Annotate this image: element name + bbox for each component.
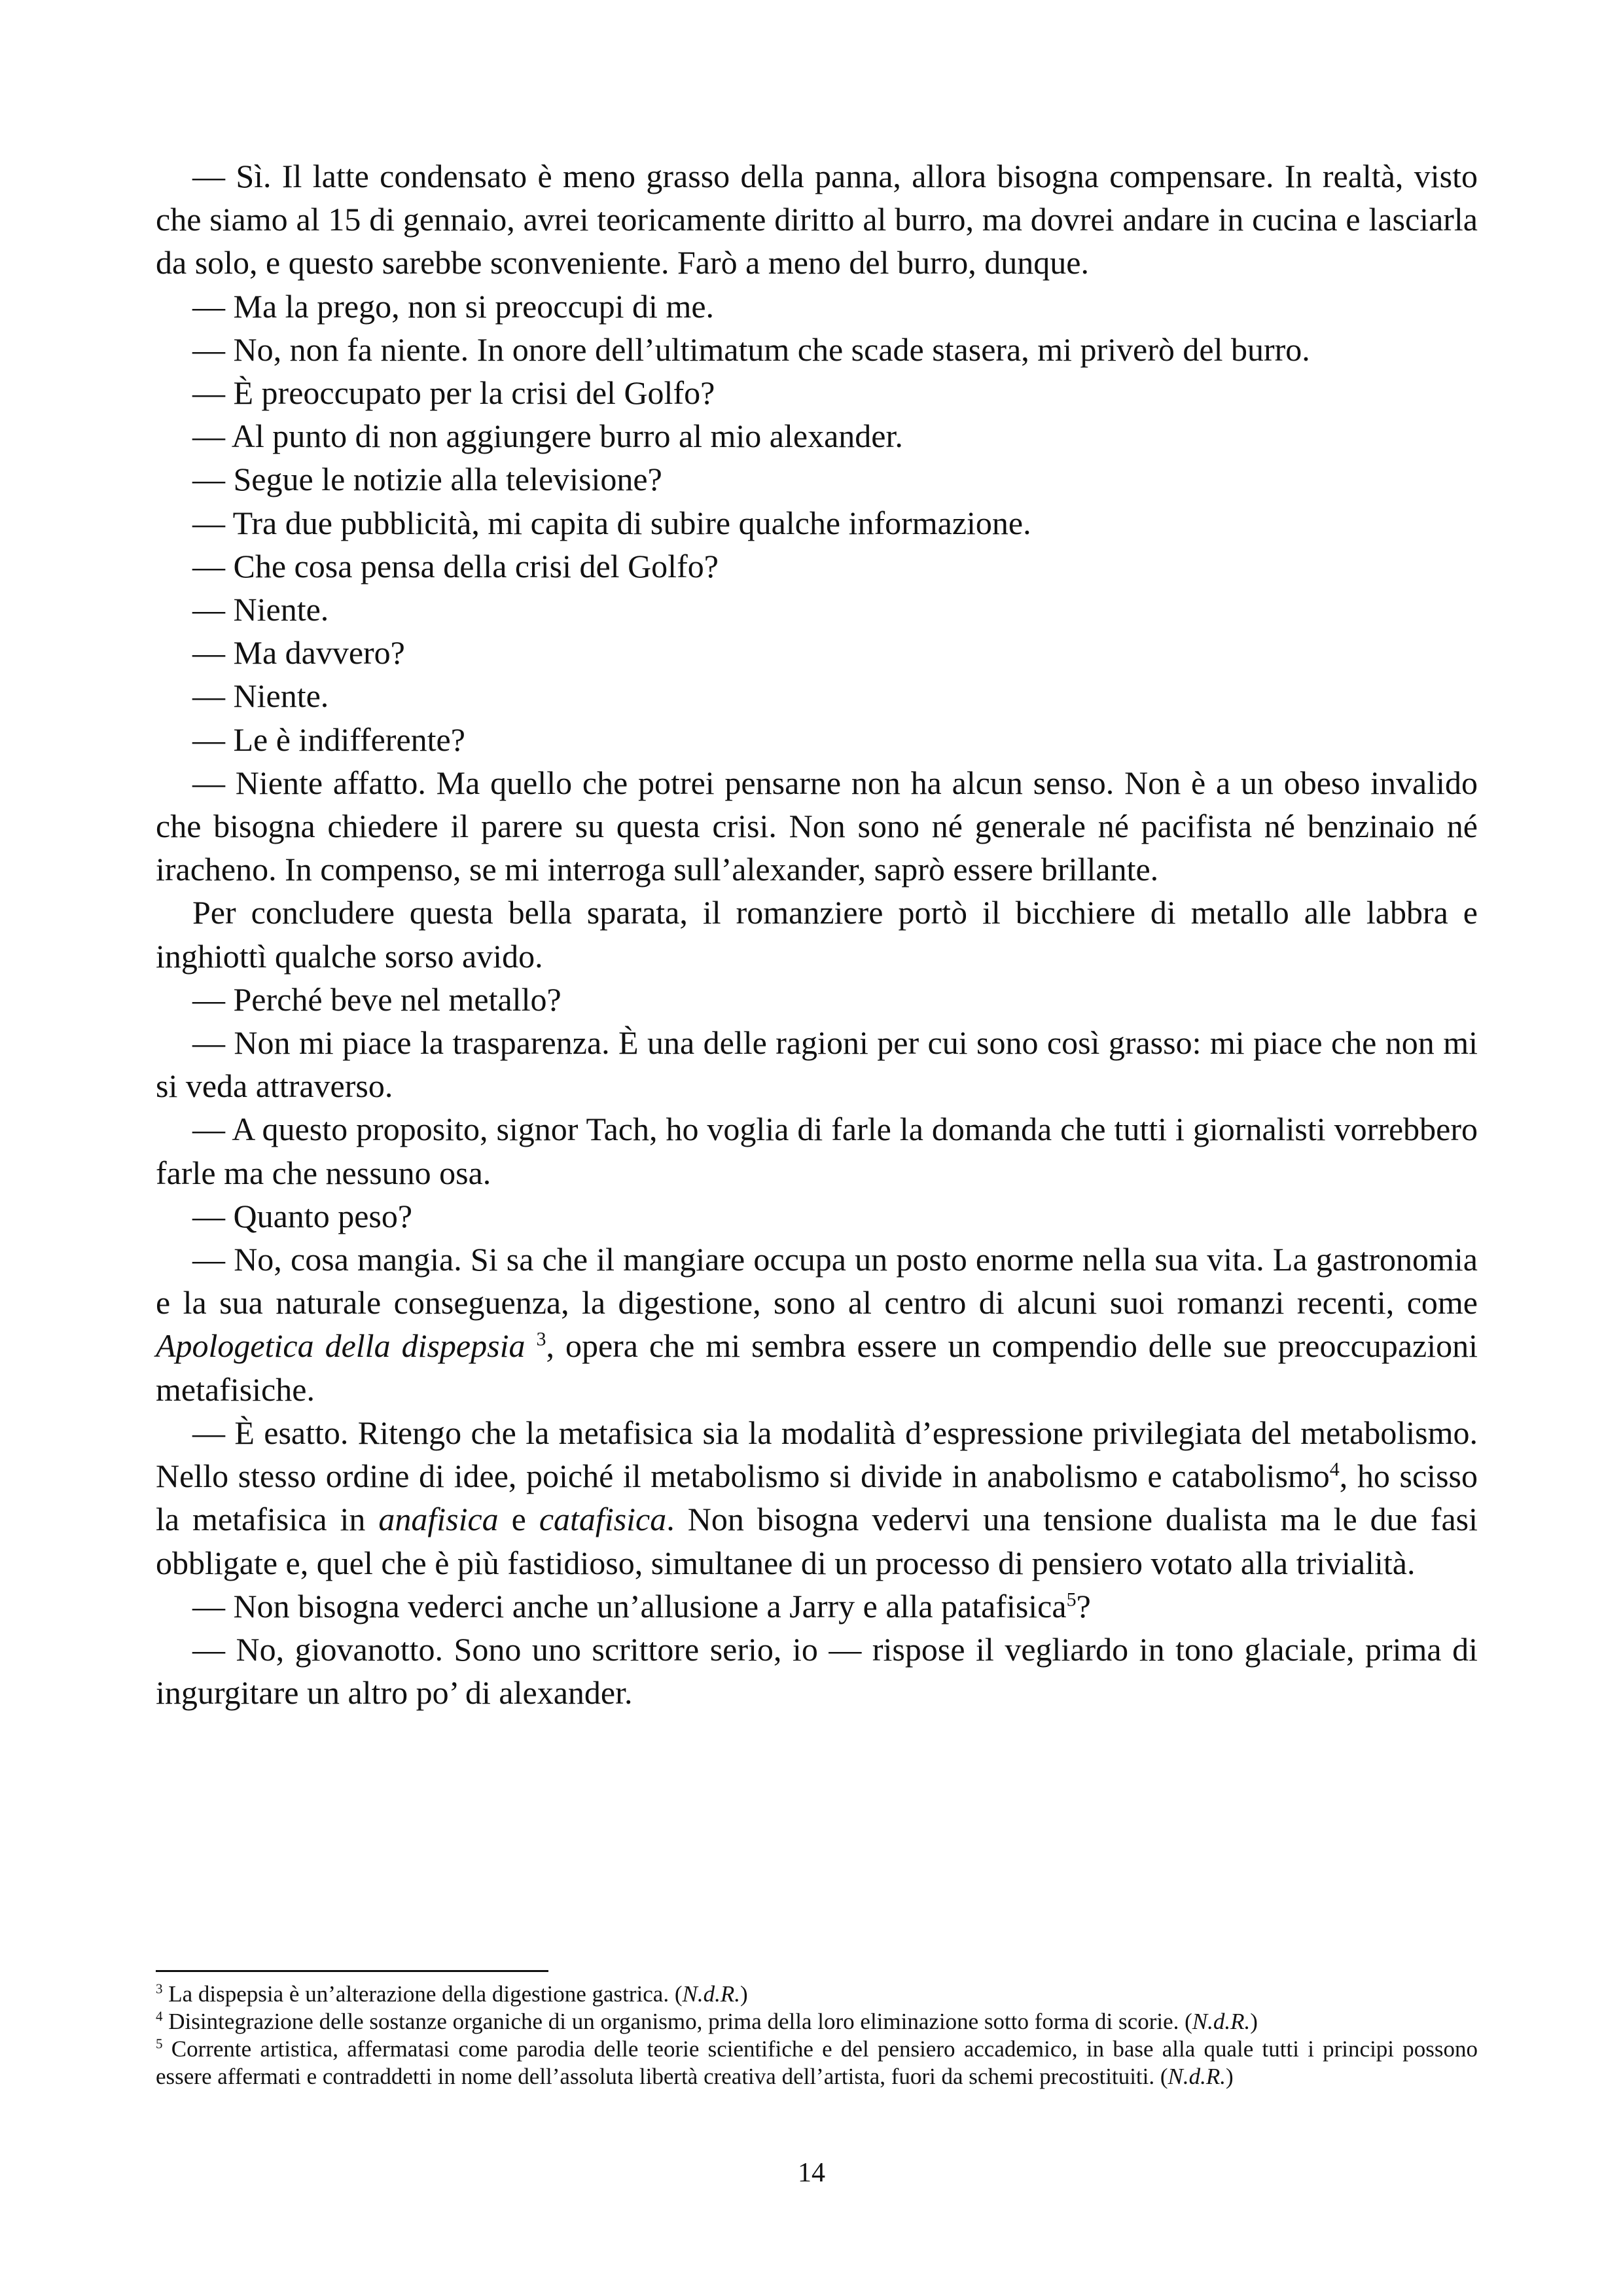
paragraph: — Perché beve nel metallo? bbox=[192, 980, 562, 1018]
body-text bbox=[156, 154, 1478, 1714]
text-run: , opera che mi sembra essere un compendio delle sue preoccupazioni metafisiche. bbox=[156, 1327, 1478, 1408]
paragraph: — Al punto di non aggiungere burro al mio alexander. bbox=[192, 418, 903, 455]
paragraph: — Niente. bbox=[192, 677, 329, 715]
footnote-separator bbox=[156, 1970, 548, 1972]
text-run: e bbox=[498, 1501, 539, 1538]
footnote-ref[interactable]: 3 bbox=[536, 1328, 546, 1350]
footnote-number: 4 bbox=[156, 2008, 163, 2024]
footnote-end: ) bbox=[1226, 2064, 1234, 2089]
paragraph: — No, giovanotto. Sono uno scrittore serio, io — rispose il vegliardo in tono glaciale, prima di ingurgitare un altro po’ di alexander. bbox=[156, 1630, 1478, 1712]
paragraph: — Che cosa pensa della crisi del Golfo? bbox=[192, 547, 719, 584]
italic-term: anafisica bbox=[378, 1501, 499, 1538]
footnote-number: 5 bbox=[156, 2036, 163, 2052]
book-title: Apologetica della dispepsia bbox=[156, 1327, 526, 1365]
paragraph: — Ma la prego, non si preoccupi di me. bbox=[192, 287, 715, 325]
text-run: — Non bisogna vederci anche un’allusione a Jarry e alla patafisica bbox=[192, 1587, 1067, 1624]
paragraph: — No, non fa niente. In onore dell’ultimatum che scade stasera, mi priverò del burro. bbox=[192, 331, 1310, 368]
paragraph: — A questo proposito, signor Tach, ho voglia di farle la domanda che tutti i giornalisti vorrebbero farle ma che nessuno osa. bbox=[156, 1111, 1478, 1191]
text-run: — È esatto. Ritengo che la metafisica sia la modalità d’espressione privilegiata del metabolismo. Nello stesso ordine di idee, poiché il metabolismo si divide in anabolismo e catabolismo bbox=[156, 1414, 1478, 1495]
footnote-ref[interactable]: 5 bbox=[1066, 1588, 1077, 1611]
paragraph: — Niente. bbox=[192, 591, 329, 628]
page-body bbox=[156, 154, 1478, 1714]
paragraph: — Non mi piace la trasparenza. È una delle ragioni per cui sono così grasso: mi piace che non mi si veda attraverso. bbox=[156, 1024, 1478, 1105]
text-run: . Non bisogna vedervi una tensione dualista ma le due fasi obbligate e, quel che è più fastidioso, simultanee di un processo di pensiero votato alla trivialità. bbox=[156, 1501, 1478, 1581]
paragraph: — Ma davvero? bbox=[192, 634, 405, 672]
text-run bbox=[525, 1327, 536, 1364]
italic-term: catafisica bbox=[539, 1501, 667, 1538]
footnote-ndr: N.d.R. bbox=[682, 1981, 740, 2007]
footnote-text: Disintegrazione delle sostanze organiche di un organismo, prima della loro eliminazione sotto forma di scorie. ( bbox=[162, 2009, 1192, 2034]
footnote bbox=[156, 2036, 1478, 2090]
footnote-ndr: N.d.R. bbox=[1168, 2064, 1226, 2089]
footnote bbox=[156, 1981, 1478, 2008]
paragraph: — Le è indifferente? bbox=[192, 721, 465, 758]
text-run: ? bbox=[1076, 1587, 1091, 1624]
text-run: — No, cosa mangia. Si sa che il mangiare occupa un posto enorme nella sua vita. La gastronomia e la sua naturale conseguenza, la digestione, sono al centro di alcuni suoi romanzi recenti, come bbox=[156, 1241, 1478, 1321]
paragraph: Per concludere questa bella sparata, il romanziere portò il bicchiere di metallo alle labbra e inghiottì qualche sorso avido. bbox=[156, 894, 1478, 975]
footnote-end: ) bbox=[740, 1981, 748, 2007]
paragraph: — Segue le notizie alla televisione? bbox=[192, 461, 662, 498]
page-number: 14 bbox=[798, 2158, 825, 2188]
paragraph: — È preoccupato per la crisi del Golfo? bbox=[192, 374, 715, 412]
paragraph bbox=[156, 1585, 1478, 1628]
paragraph: — Tra due pubblicità, mi capita di subire qualche informazione. bbox=[192, 504, 1031, 541]
footnote-ref[interactable]: 4 bbox=[1329, 1458, 1340, 1480]
footnotes bbox=[156, 1981, 1478, 2090]
paragraph: — Quanto peso? bbox=[192, 1197, 413, 1234]
footnote-number: 3 bbox=[156, 1981, 163, 1997]
paragraph bbox=[156, 1411, 1478, 1585]
footnote-end: ) bbox=[1250, 2009, 1258, 2034]
text-run: , ho scisso la metafisica in bbox=[156, 1458, 1478, 1538]
paragraph bbox=[156, 1238, 1478, 1411]
paragraph: — Niente affatto. Ma quello che potrei pensarne non ha alcun senso. Non è a un obeso invalido che bisogna chiedere il parere su questa crisi. Non sono né generale né pacifista né benzinaio né iracheno. In compenso, se mi interroga sull’alexander, saprò essere brillante. bbox=[156, 764, 1478, 888]
footnote bbox=[156, 2008, 1478, 2036]
paragraph: — Sì. Il latte condensato è meno grasso della panna, allora bisogna compensare. In realtà, visto che siamo al 15 di gennaio, avrei teoricamente diritto al burro, ma dovrei andare in cucina e lasciarla da solo, e questo sarebbe sconveniente. Farò a meno del burro, dunque. bbox=[156, 158, 1478, 281]
footnote-text: Corrente artistica, affermatasi come parodia delle teorie scientifiche e del pensiero accademico, in base alla quale tutti i principi possono essere affermati e contraddetti in nome dell’assoluta libertà creativa dell’artista, fuori da schemi precostituiti. ( bbox=[156, 2036, 1478, 2089]
footnote-text: La dispepsia è un’alterazione della digestione gastrica. ( bbox=[162, 1981, 683, 2007]
footnote-ndr: N.d.R. bbox=[1192, 2009, 1251, 2034]
